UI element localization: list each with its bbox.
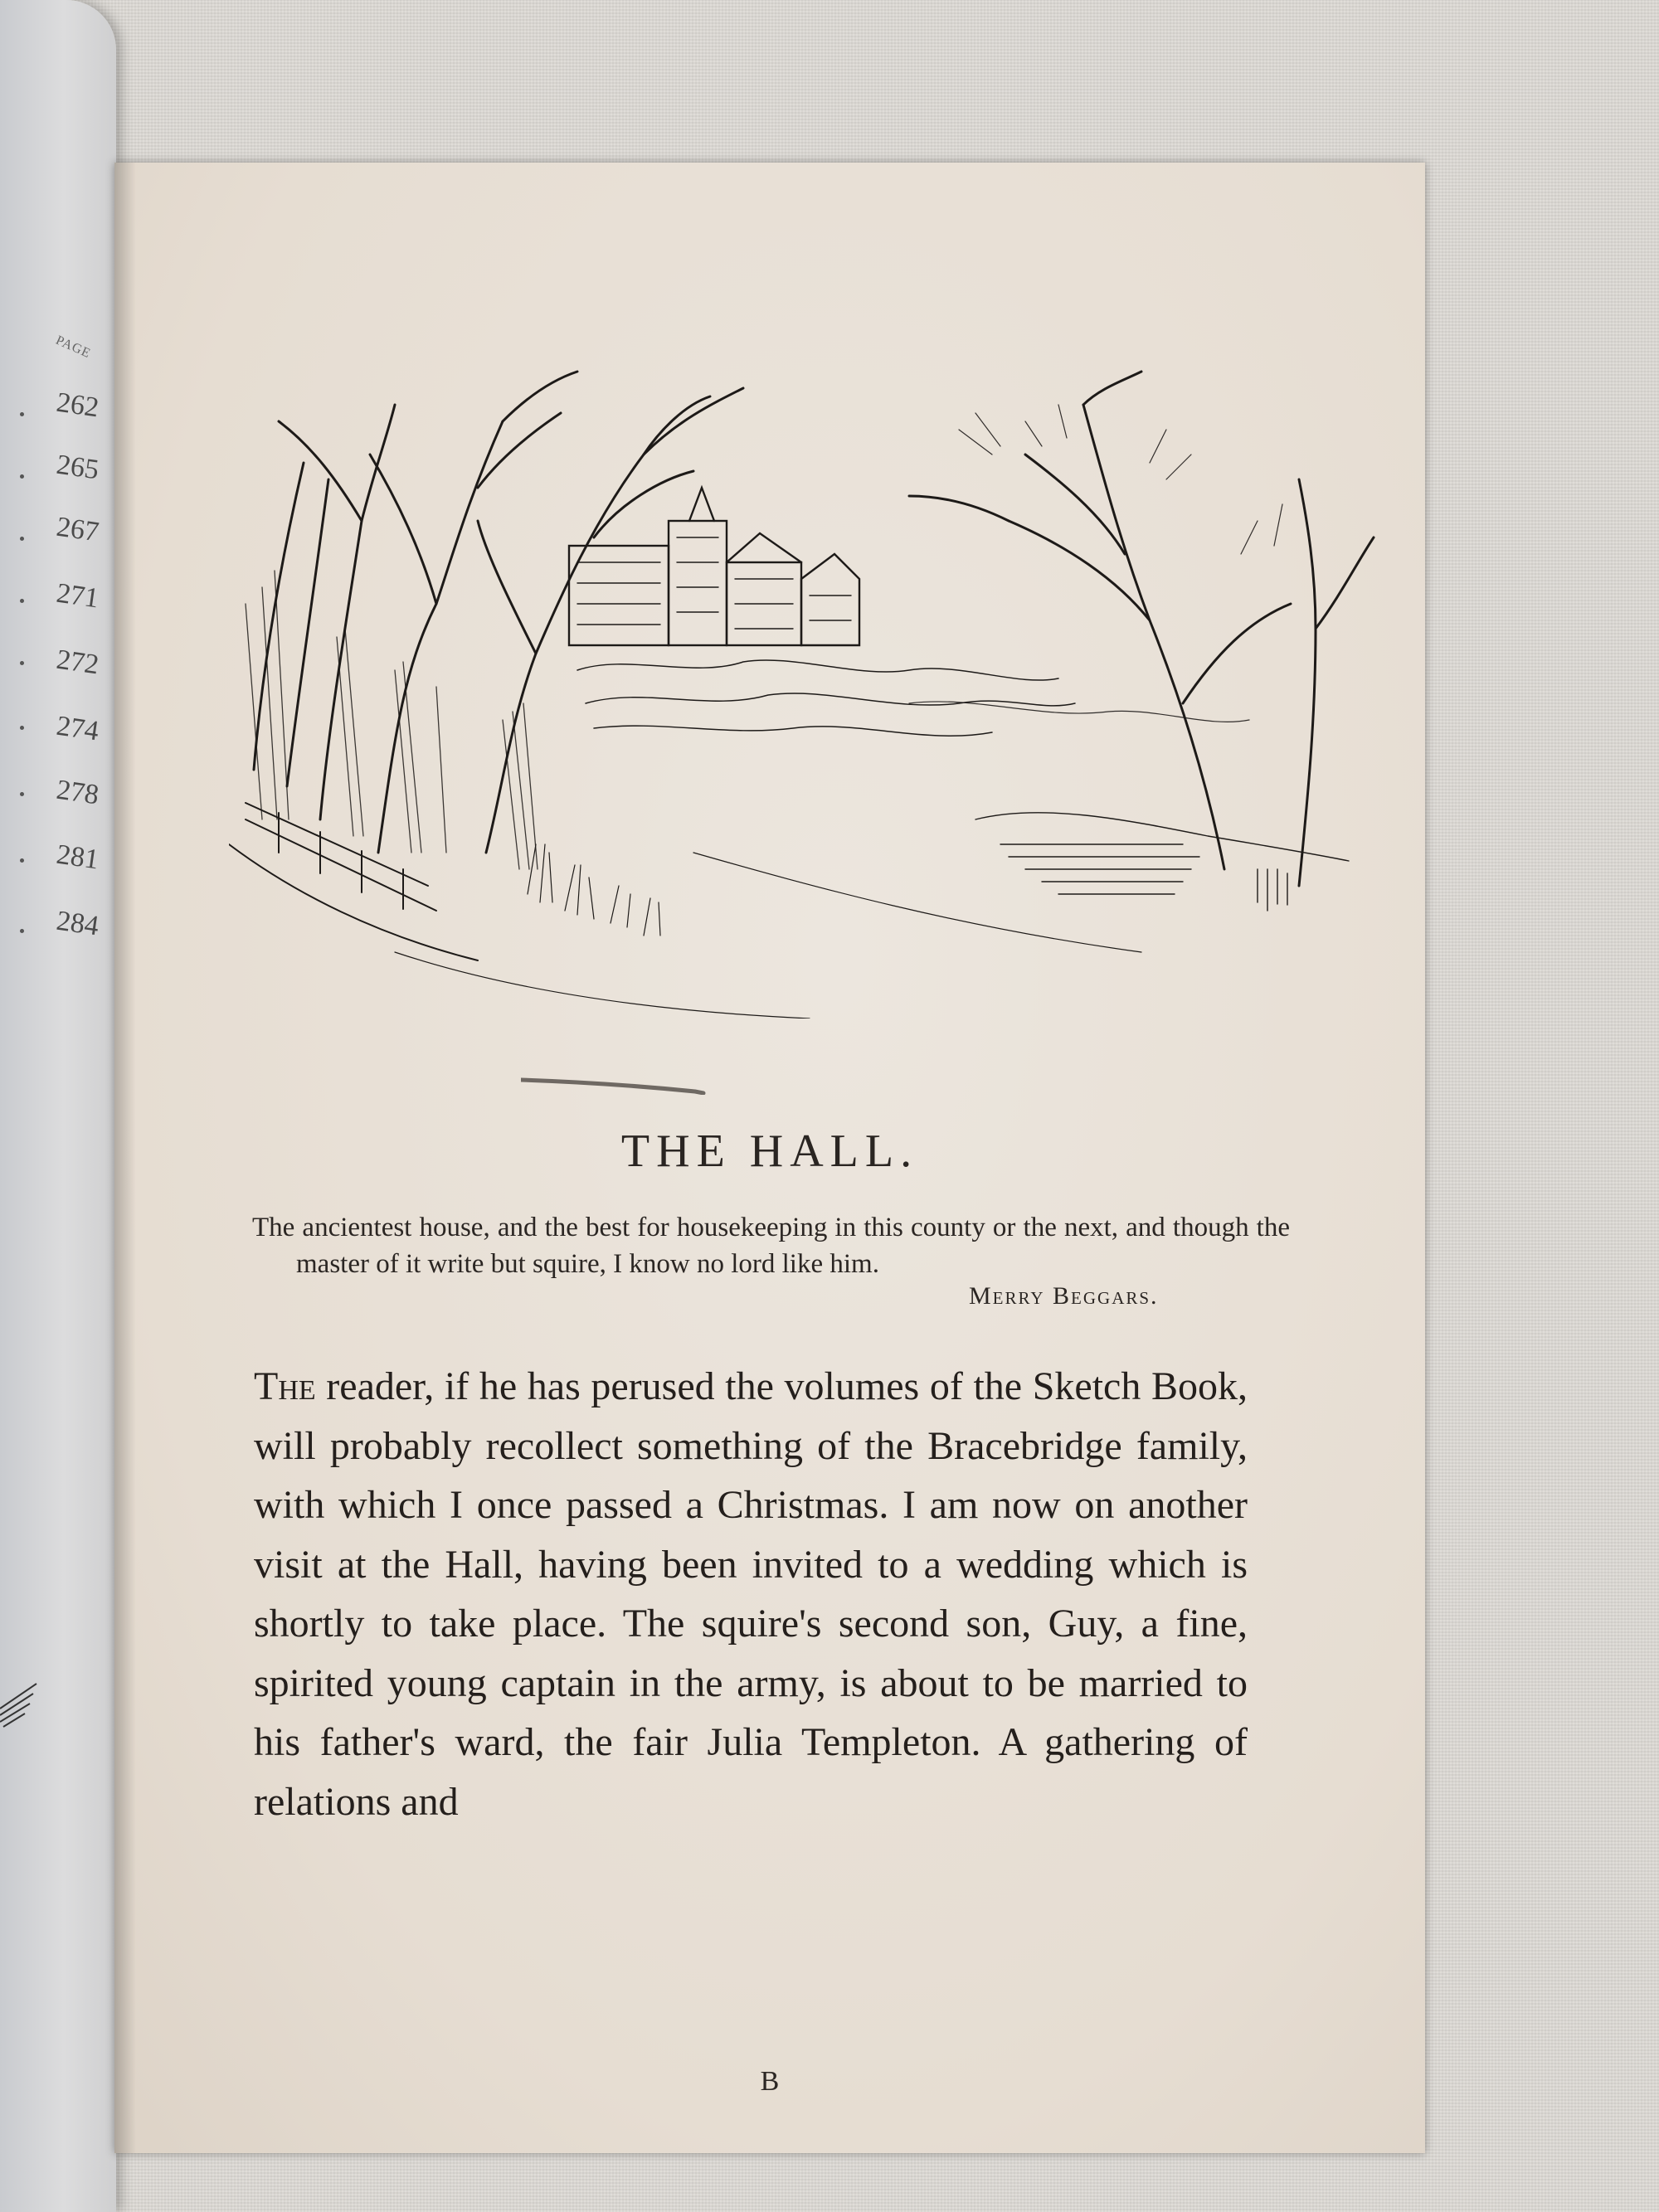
chapter-title: THE HALL.	[620, 1125, 919, 1177]
epigraph-source: Merry Beggars.	[969, 1282, 1159, 1310]
toc-page-number: 272	[54, 644, 101, 681]
engraving-fragment	[0, 1667, 40, 1742]
engraving-illustration	[229, 355, 1390, 1018]
toc-page-number: 267	[54, 511, 101, 548]
ink-smudge	[521, 1075, 712, 1095]
leader-dot	[20, 412, 24, 416]
toc-page-number: 284	[54, 905, 101, 942]
leader-dot	[20, 929, 24, 933]
leader-dot	[20, 858, 24, 863]
toc-page-number: 281	[54, 839, 101, 876]
toc-page-number: 278	[54, 774, 101, 811]
signature-mark: B	[760, 2066, 780, 2097]
body-text: reader, if he has perused the volumes of the Sketch Book, will probably recollect something of the Bracebridge family, with which I once passed a Christmas. I am now on another visit at the Hall, having been invited to a wedding which is shortly to take place. The squire's second son, Guy, a fine, spirited young captain in the army, is about to be married to his father's ward, the fair Julia Templeton. A gathering of relations and	[254, 1364, 1248, 1824]
toc-page-number: 271	[54, 577, 101, 615]
page-column-label: PAGE	[53, 333, 94, 362]
leader-dot	[20, 599, 24, 603]
toc-page-number: 274	[54, 710, 101, 747]
toc-page-number: 262	[54, 386, 101, 424]
toc-page-number: 265	[54, 449, 101, 486]
opening-word: The	[254, 1364, 316, 1408]
leader-dot	[20, 537, 24, 541]
previous-page	[0, 0, 116, 2212]
leader-dot	[20, 726, 24, 730]
body-paragraph	[254, 1357, 1248, 1831]
leader-dot	[20, 474, 24, 479]
leader-dot	[20, 661, 24, 665]
epigraph: The ancientest house, and the best for housekeeping in this county or the next, and though the master of it write but squire, I know no lord like him.	[252, 1213, 1290, 1279]
leader-dot	[20, 792, 24, 796]
book-page	[114, 163, 1425, 2153]
